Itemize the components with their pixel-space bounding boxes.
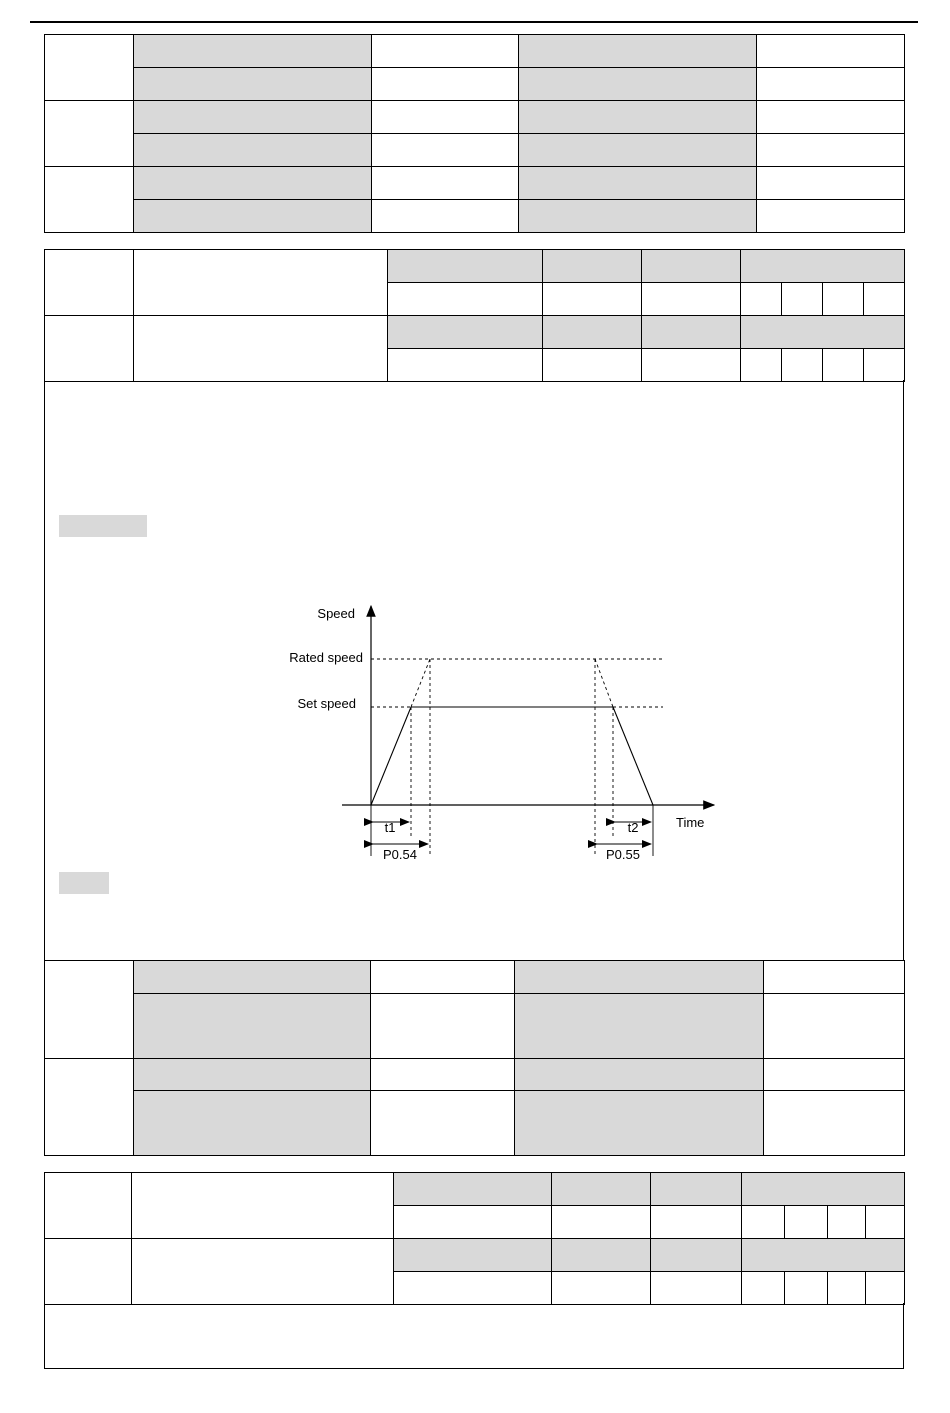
table-cell	[515, 994, 764, 1059]
table-cell	[741, 316, 905, 349]
table-cell	[45, 167, 134, 233]
table-cell	[757, 200, 905, 233]
table-cell	[757, 134, 905, 167]
table-cell	[134, 1059, 371, 1091]
table-cell	[864, 349, 905, 382]
table-cell	[371, 961, 515, 994]
table-cell	[642, 349, 741, 382]
table-cell	[742, 1206, 785, 1239]
table-cell	[371, 1091, 515, 1156]
y-axis-label: Speed	[317, 606, 355, 621]
table-cell	[757, 167, 905, 200]
table-cell	[372, 68, 519, 101]
table-cell	[757, 68, 905, 101]
p054-label: P0.54	[383, 847, 417, 862]
header-rule	[30, 21, 918, 23]
table-cell	[741, 250, 905, 283]
table-cell	[134, 167, 372, 200]
table-cell	[651, 1206, 742, 1239]
table-cell	[764, 1091, 905, 1156]
table-cell	[519, 35, 757, 68]
decel-ramp	[613, 707, 653, 805]
table-cell	[782, 283, 823, 316]
table-cell	[45, 250, 134, 316]
table-cell	[372, 200, 519, 233]
table-cell	[394, 1272, 552, 1305]
table-cell	[519, 167, 757, 200]
table-cell	[757, 35, 905, 68]
table-cell	[134, 1091, 371, 1156]
table-cell	[134, 200, 372, 233]
table-cell	[45, 1173, 132, 1239]
table-cell	[543, 250, 642, 283]
highlight-bar	[59, 515, 147, 537]
table-cell	[552, 1272, 651, 1305]
table-cell	[134, 961, 371, 994]
t2-label: t2	[627, 820, 639, 835]
table-cell	[823, 283, 864, 316]
table-cell	[134, 101, 372, 134]
table-cell	[134, 994, 371, 1059]
table-cell	[371, 994, 515, 1059]
table-cell	[45, 316, 134, 382]
decel-ramp-extension	[595, 659, 613, 707]
table-cell	[519, 101, 757, 134]
table-cell	[866, 1272, 905, 1305]
table-cell	[742, 1173, 905, 1206]
table-cell	[764, 961, 905, 994]
parameter-table-3	[44, 960, 905, 1156]
table-cell	[782, 349, 823, 382]
table-cell	[372, 167, 519, 200]
table-cell	[134, 35, 372, 68]
t1-label: t1	[384, 820, 396, 835]
x-axis-label: Time	[676, 815, 705, 830]
table-cell	[651, 1173, 742, 1206]
table-cell	[45, 1239, 132, 1305]
table-cell	[394, 1239, 552, 1272]
table-cell	[519, 200, 757, 233]
table-cell	[764, 994, 905, 1059]
table-cell	[372, 134, 519, 167]
table-cell	[764, 1059, 905, 1091]
table-cell	[742, 1272, 785, 1305]
table-cell	[757, 101, 905, 134]
table-cell	[785, 1272, 828, 1305]
table-cell	[388, 250, 543, 283]
description-box-2	[44, 1303, 904, 1369]
accel-ramp-extension	[411, 659, 430, 707]
table-cell	[372, 101, 519, 134]
table-cell	[741, 283, 782, 316]
table-cell	[134, 134, 372, 167]
table-cell	[372, 35, 519, 68]
table-cell	[543, 316, 642, 349]
table-cell	[864, 283, 905, 316]
table-cell	[45, 961, 134, 1059]
table-cell	[388, 283, 543, 316]
table-cell	[543, 283, 642, 316]
table-cell	[134, 250, 388, 316]
table-cell	[651, 1272, 742, 1305]
table-cell	[394, 1173, 552, 1206]
rated-speed-label: Rated speed	[289, 650, 363, 665]
table-cell	[741, 349, 782, 382]
table-cell	[134, 68, 372, 101]
table-cell	[519, 68, 757, 101]
table-cell	[823, 349, 864, 382]
table-cell	[651, 1239, 742, 1272]
highlight-bar	[59, 872, 109, 894]
speed-time-diagram	[280, 598, 730, 868]
table-cell	[515, 961, 764, 994]
table-cell	[642, 250, 741, 283]
table-cell	[515, 1059, 764, 1091]
table-cell	[515, 1091, 764, 1156]
table-cell	[642, 283, 741, 316]
table-cell	[642, 316, 741, 349]
table-cell	[388, 316, 543, 349]
table-cell	[371, 1059, 515, 1091]
table-cell	[828, 1206, 866, 1239]
table-cell	[543, 349, 642, 382]
table-cell	[866, 1206, 905, 1239]
table-cell	[45, 1059, 134, 1156]
table-cell	[134, 316, 388, 382]
parameter-table-4	[44, 1172, 905, 1305]
table-cell	[828, 1272, 866, 1305]
table-cell	[132, 1239, 394, 1305]
set-speed-label: Set speed	[297, 696, 356, 711]
table-cell	[742, 1239, 905, 1272]
p055-label: P0.55	[606, 847, 640, 862]
table-cell	[388, 349, 543, 382]
table-cell	[45, 101, 134, 167]
table-cell	[552, 1206, 651, 1239]
table-cell	[132, 1173, 394, 1239]
parameter-table-1	[44, 34, 905, 233]
table-cell	[552, 1239, 651, 1272]
table-cell	[45, 35, 134, 101]
accel-ramp	[371, 707, 411, 805]
table-cell	[394, 1206, 552, 1239]
parameter-table-2	[44, 249, 905, 382]
table-cell	[552, 1173, 651, 1206]
table-cell	[785, 1206, 828, 1239]
table-cell	[519, 134, 757, 167]
